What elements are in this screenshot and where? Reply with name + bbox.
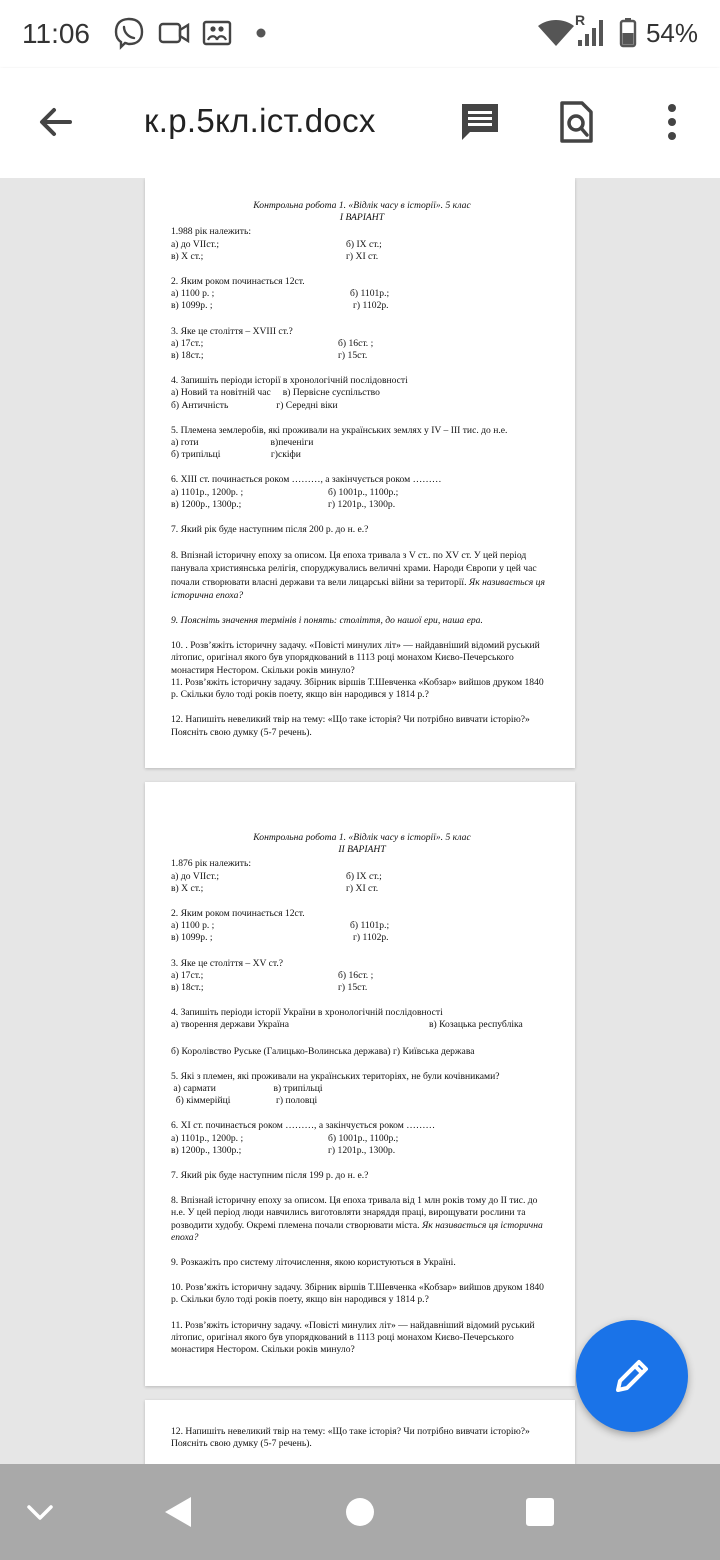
battery-percent: 54% — [645, 18, 698, 48]
more-options-button[interactable] — [646, 96, 698, 148]
page-2-content — [171, 832, 553, 1356]
question-1: 1.876 рік належить: — [171, 858, 252, 870]
status-bar — [0, 0, 720, 68]
question-2: 2. Яким роком починається 12ст. — [171, 908, 305, 920]
find-in-page-icon — [556, 100, 596, 144]
page-1-content — [171, 200, 553, 739]
question-9: 9. Поясніть значення термінів і понять: століття, до нашої ери, наша ера. — [171, 615, 483, 627]
question-11: 11. Розв’яжіть історичну задачу. Збірник віршів Т.Шевченка «Кобзар» вийшов друком 1840 р. Скільки було тоді років поету, якщо він народився у 1814 р.? — [171, 676, 544, 701]
answer-row: а) 17ст.; б) 16ст. ; — [171, 337, 374, 349]
viber-icon — [112, 16, 146, 50]
hide-keyboard-button[interactable] — [14, 1486, 66, 1538]
document-page-1 — [145, 178, 575, 768]
answer-row: в) 1200р., 1300р.; г) 1201р., 1300р. — [171, 498, 396, 510]
answer-row: в) 18ст.; г) 15ст. — [171, 982, 368, 994]
answer-row: а) 1101р., 1200р. ; б) 1001р., 1100р.; — [171, 1132, 399, 1144]
answer-row: в) 1099р. ; г) 1102р. — [171, 300, 389, 312]
question-7: 7. Який рік буде наступним після 200 р. до н. е.? — [171, 524, 369, 536]
answer-row: а) 17ст.; б) 16ст. ; — [171, 969, 374, 981]
nav-back-button[interactable] — [152, 1486, 204, 1538]
square-recents-icon — [524, 1496, 556, 1528]
pencil-icon — [610, 1354, 654, 1398]
question-7: 7. Який рік буде наступним після 199 р. до н. е.? — [171, 1170, 369, 1182]
find-in-document-button[interactable] — [550, 96, 602, 148]
answer-row: а) до VІІст.; б) ІХ ст.; — [171, 870, 382, 882]
question-4: 4. Запишіть періоди історії України в хронологічній послідовності — [171, 1007, 443, 1019]
question-10: 10. . Розв’яжіть історичну задачу. «Повісті минулих літ» — найдавніший відомий руський літопис, оригінал якого був упорядкований в 1113 році монахом Києво-Печерського монастиря Нестором. Скільки років минуло? — [171, 640, 540, 676]
answer-row: а) творення держави Україна в) Козацька республіка — [171, 1019, 523, 1031]
test-heading: Контрольна робота 1. «Відлік часу в історії». 5 клас — [253, 200, 471, 211]
battery-icon — [618, 16, 638, 50]
question-8: 8. Впізнай історичну епоху за описом. Ця епоха тривала від 1 млн років тому до ІІ тис. до н.е. У цей період люди навчились виготовляти знаряддя праці, вирощувати рослини та розводити худобу. Окремі племена почали створювати міста. Як називається ця історична епоха? — [171, 1195, 543, 1243]
answer-line: а) готи в)печеніги — [171, 437, 314, 449]
answer-row: а) 1101р., 1200р. ; б) 1001р., 1100р.; — [171, 486, 399, 498]
answer-row: а) до VІІст.; б) ІХ ст.; — [171, 238, 382, 250]
answer-row: в) 1200р., 1300р.; г) 1201р., 1300р. — [171, 1144, 396, 1156]
answer-line: а) сармати в) трипільці — [171, 1083, 323, 1095]
question-8: 8. Впізнай історичну епоху за описом. Ця епоха тривала з V ст.. по ХV ст. У цей період панувала християнська релігія, споруджувались величні храми. Народи Європи у цей час почали створювати власні держави та вели лицарські війни за території. Як називається ця історична епоха? — [171, 550, 545, 601]
question-3: 3. Яке це століття – ХVІІІ ст.? — [171, 325, 293, 337]
document-page-3 — [145, 1400, 575, 1464]
nav-recents-button[interactable] — [514, 1486, 566, 1538]
gallery-icon — [202, 16, 232, 50]
answer-line: а) Новий та новітній час в) Первісне суспільство — [171, 387, 380, 399]
variant-heading: І ВАРІАНТ — [339, 212, 385, 224]
question-6: 6. ХІ ст. починається роком ………, а закінчується роком ……… — [171, 1120, 436, 1132]
question-12: 12. Напишіть невеликий твір на тему: «Що таке історія? Чи потрібно вивчати історію?» Поясніть свою думку (5-7 речень). — [171, 714, 530, 738]
question-6: 6. ХІІІ ст. починається роком ………, а закінчується роком ……… — [171, 474, 442, 486]
comments-button[interactable] — [454, 96, 506, 148]
system-nav-bar — [0, 1464, 720, 1560]
network-roaming-badge: R — [575, 12, 586, 28]
answer-line: б) Королівство Руське (Галицько-Волинська держава) г) Київська держава — [171, 1045, 475, 1057]
comment-icon — [458, 100, 502, 144]
answer-row: в) Х ст.; г) ХІ ст. — [171, 250, 379, 262]
test-heading: Контрольна робота 1. «Відлік часу в історії». 5 клас — [253, 832, 471, 843]
answer-row: в) 18ст.; г) 15ст. — [171, 350, 368, 362]
question-2: 2. Яким роком починається 12ст. — [171, 276, 305, 288]
back-button[interactable] — [30, 96, 82, 148]
cellular-signal-icon — [574, 16, 606, 50]
answer-row: в) 1099р. ; г) 1102р. — [171, 932, 389, 944]
app-bar — [0, 68, 720, 178]
video-call-icon — [158, 16, 190, 50]
question-5: 5. Які з племен, які проживали на українських територіях, не були кочівниками? — [171, 1070, 500, 1082]
more-vert-icon — [666, 102, 678, 142]
nav-home-button[interactable] — [334, 1486, 386, 1538]
variant-heading: ІІ ВАРІАНТ — [338, 844, 386, 856]
circle-home-icon — [344, 1496, 376, 1528]
edit-fab-button[interactable] — [576, 1320, 688, 1432]
arrow-back-icon — [36, 102, 76, 142]
wifi-icon — [536, 16, 576, 50]
document-page-2 — [145, 782, 575, 1386]
question-8-prompt: Як називається ця історична епоха? — [171, 1219, 543, 1243]
question-9: 9. Розкажіть про систему літочислення, якою користуються в Україні. — [171, 1257, 456, 1269]
answer-line: б) трипільці г)скіфи — [171, 449, 301, 461]
answer-row: в) Х ст.; г) ХІ ст. — [171, 882, 379, 894]
notification-dot-icon — [254, 16, 268, 50]
document-title: к.р.5кл.іст.docx — [144, 102, 376, 139]
question-1: 1.988 рік належить: — [171, 226, 252, 238]
question-11: 11. Розв’яжіть історичну задачу. «Повісті минулих літ» — найдавніший відомий руський літопис, оригінал якого був упорядкований в 1113 році монахом Києво-Печерського монастиря Нестором. Скільки років минуло? — [171, 1319, 535, 1356]
question-5: 5. Племена землеробів, які проживали на українських землях у ІV – ІІІ тис. до н.е. — [171, 424, 508, 436]
triangle-back-icon — [161, 1494, 195, 1530]
question-3: 3. Яке це століття – ХV ст.? — [171, 957, 284, 969]
answer-line: б) Античність г) Середні віки — [171, 399, 338, 411]
answer-line: б) кіммерійці г) половці — [171, 1095, 318, 1107]
chevron-down-icon — [24, 1496, 56, 1528]
answer-row: а) 1100 р. ; б) 1101р.; — [171, 288, 390, 300]
question-4: 4. Запишіть періоди історії в хронологічній послідовності — [171, 375, 408, 387]
question-10: 10. Розв’яжіть історичну задачу. Збірник віршів Т.Шевченка «Кобзар» вийшов друком 1840 р. Скільки було тоді років поету, якщо він народився у 1814 р.? — [171, 1282, 544, 1306]
document-viewer[interactable] — [0, 178, 720, 1464]
question-8-prompt: Як називається ця історична епоха? — [171, 576, 545, 601]
answer-row: а) 1100 р. ; б) 1101р.; — [171, 920, 390, 932]
page-3-content — [171, 1426, 553, 1450]
status-time: 11:06 — [22, 18, 90, 49]
question-12: 12. Напишіть невеликий твір на тему: «Що таке історія? Чи потрібно вивчати історію?» Поясніть свою думку (5-7 речень). — [171, 1426, 530, 1450]
